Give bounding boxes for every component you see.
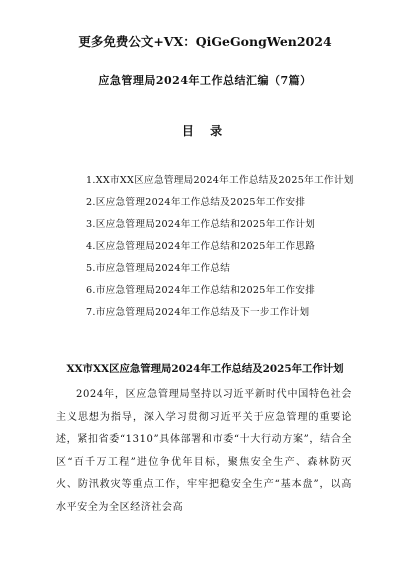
table-of-contents — [86, 170, 356, 324]
toc-item[interactable]: 5.市应急管理局2024年工作总结 — [86, 263, 231, 274]
section-title: XX市XX区应急管理局2024年工作总结及2025年工作计划 — [66, 363, 344, 375]
toc-item[interactable]: 3.区应急管理局2024年工作总结和2025年工作计划 — [86, 219, 316, 230]
toc-heading: 目 录 — [181, 124, 229, 138]
toc-item[interactable]: 7.市应急管理局2024年工作总结及下一步工作计划 — [86, 307, 310, 318]
toc-item[interactable]: 2.区应急管理2024年工作总结及2025年工作安排 — [86, 197, 306, 208]
toc-item[interactable]: 1.XX市XX区应急管理局2024年工作总结及2025年工作计划 — [86, 175, 354, 186]
document-title: 应急管理局2024年工作总结汇编（7篇） — [98, 74, 312, 87]
toc-item[interactable]: 4.区应急管理局2024年工作总结和2025年工作思路 — [86, 241, 316, 252]
body-paragraph: 2024年，区应急管理局坚持以习近平新时代中国特色社会主义思想为指导，深入学习贯彻习近平关于应急管理的重要论述，紧扣省委“1310”具体部署和市委“十大行动方案”，结合全区“百千万工程”进位争优年目标，聚焦安全生产、森林防灭火、防汛救灾等重点工作，牢牢把稳安全生产“基本盘”，以高水平安全为全区经济社会高 — [56, 389, 352, 513]
toc-item[interactable]: 6.市应急管理局2024年工作总结和2025年工作安排 — [86, 285, 316, 296]
page-header: 更多免费公文+VX：QiGeGongWen2024 — [78, 34, 332, 49]
